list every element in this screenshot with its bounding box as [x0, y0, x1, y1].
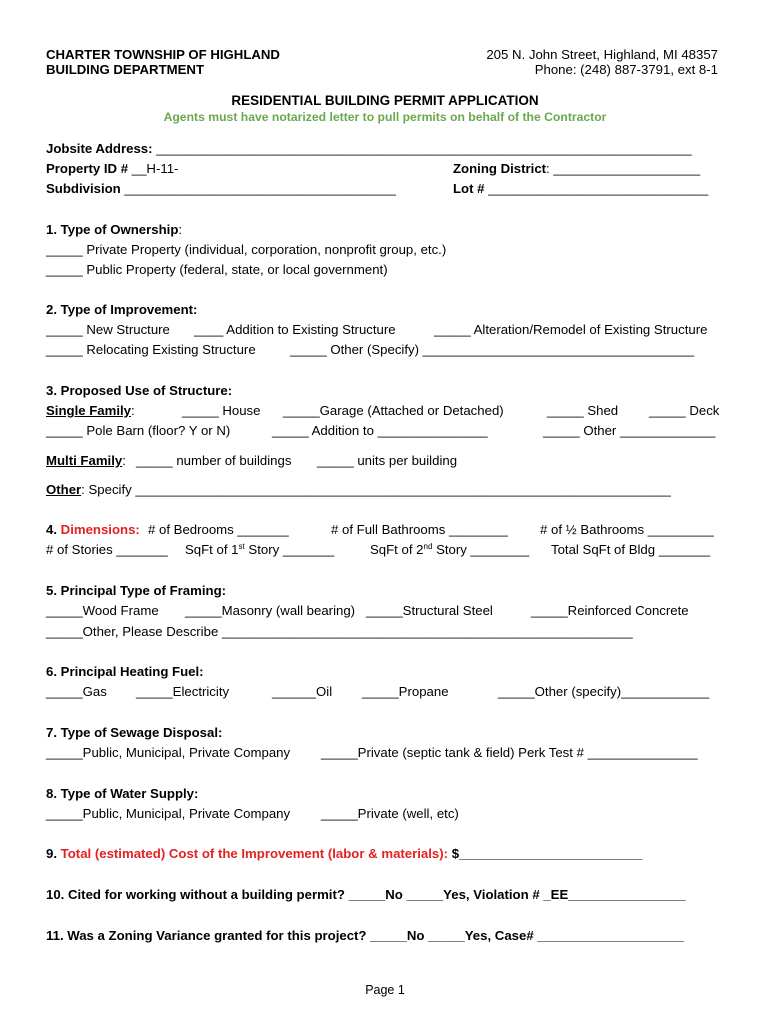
full-bathrooms-field[interactable]: # of Full Bathrooms ________: [331, 522, 508, 537]
zoning-district-label: Zoning District: [453, 161, 547, 176]
total-cost-label: Total (estimated) Cost of the Improvement (labor & materials):: [60, 846, 449, 861]
ownership-heading-text: 1. Type of Ownership: [46, 222, 179, 237]
improvement-other-option[interactable]: _____ Other (Specify) _____________________________________: [290, 342, 695, 357]
zoning-district-field[interactable]: : ____________________: [546, 161, 701, 176]
ownership-heading: [46, 222, 182, 237]
sqft-second-sup: nd: [423, 542, 433, 551]
fuel-electricity-option[interactable]: _____Electricity: [136, 684, 230, 699]
subdivision-label: Subdivision: [46, 181, 121, 196]
fuel-gas-option[interactable]: _____Gas: [46, 684, 107, 699]
org-name: CHARTER TOWNSHIP OF HIGHLAND: [46, 47, 280, 62]
sqft-first-story-field[interactable]: [185, 542, 334, 557]
framing-heading: 5. Principal Type of Framing:: [46, 583, 227, 598]
jobsite-address-field[interactable]: _________________________________________________________________________: [156, 141, 692, 156]
bedrooms-field[interactable]: # of Bedrooms _______: [148, 522, 289, 537]
single-family-label-row: [46, 403, 135, 418]
sqft-second-story-field[interactable]: [370, 542, 529, 557]
jobsite-address-label: Jobsite Address:: [46, 141, 153, 156]
property-id-field[interactable]: __H-11-: [131, 161, 179, 176]
improvement-alteration-option[interactable]: _____ Alteration/Remodel of Existing Structure: [434, 322, 708, 337]
sewage-private-option[interactable]: _____Private (septic tank & field) Perk Test # _______________: [321, 745, 698, 760]
property-id-row: [46, 161, 178, 176]
use-garage-option[interactable]: _____Garage (Attached or Detached): [283, 403, 504, 418]
use-addition-option[interactable]: _____ Addition to _______________: [272, 423, 488, 438]
single-family-colon: :: [131, 403, 135, 418]
water-private-option[interactable]: _____Private (well, etc): [321, 806, 459, 821]
subdivision-field[interactable]: _____________________________________: [124, 181, 396, 196]
improvement-heading: 2. Type of Improvement:: [46, 302, 198, 317]
framing-masonry-option[interactable]: _____Masonry (wall bearing): [185, 603, 356, 618]
sqft-first-sup: st: [238, 542, 245, 551]
sewage-public-option[interactable]: _____Public, Municipal, Private Company: [46, 745, 291, 760]
zoning-row: [453, 161, 700, 176]
framing-steel-option[interactable]: _____Structural Steel: [366, 603, 493, 618]
dimensions-number: 4.: [46, 522, 57, 537]
dimensions-label: Dimensions:: [60, 522, 140, 537]
agent-notice: Agents must have notarized letter to pull permits on behalf of the Contractor: [163, 110, 607, 124]
heating-fuel-heading: 6. Principal Heating Fuel:: [46, 664, 204, 679]
multi-buildings-field[interactable]: _____ number of buildings: [136, 453, 292, 468]
water-public-option[interactable]: _____Public, Municipal, Private Company: [46, 806, 291, 821]
multi-family-label: Multi Family: [46, 453, 123, 468]
jobsite-address-row: [46, 141, 692, 156]
total-cost-number: 9.: [46, 846, 57, 861]
ownership-heading-colon: :: [178, 222, 183, 237]
dimensions-heading: [46, 522, 140, 537]
org-phone: Phone: (248) 887-3791, ext 8-1: [534, 62, 718, 77]
ownership-private-option[interactable]: _____ Private Property (individual, corporation, nonprofit group, etc.): [46, 242, 447, 257]
framing-other-option[interactable]: _____Other, Please Describe ________________________________________________________: [46, 624, 633, 639]
zoning-variance-row[interactable]: 11. Was a Zoning Variance granted for this project? _____No _____Yes, Case# ____________________: [46, 928, 685, 943]
fuel-propane-option[interactable]: _____Propane: [362, 684, 449, 699]
other-use-label: Other: [46, 482, 82, 497]
multi-units-field[interactable]: _____ units per building: [317, 453, 458, 468]
use-other-option[interactable]: _____ Other _____________: [543, 423, 716, 438]
use-pole-barn-option[interactable]: _____ Pole Barn (floor? Y or N): [46, 423, 231, 438]
total-sqft-field[interactable]: Total SqFt of Bldg _______: [551, 542, 711, 557]
ownership-public-option[interactable]: _____ Public Property (federal, state, or local government): [46, 262, 388, 277]
page-title: RESIDENTIAL BUILDING PERMIT APPLICATION: [231, 93, 539, 108]
framing-concrete-option[interactable]: _____Reinforced Concrete: [531, 603, 689, 618]
page-number: Page 1: [365, 983, 405, 997]
sqft-second-suffix: Story ________: [432, 542, 530, 557]
single-family-label: Single Family: [46, 403, 132, 418]
use-house-option[interactable]: _____ House: [182, 403, 261, 418]
department-name: BUILDING DEPARTMENT: [46, 62, 204, 77]
other-use-field[interactable]: : Specify _________________________________________________________________________: [81, 482, 671, 497]
fuel-other-option[interactable]: _____Other (specify)____________: [498, 684, 710, 699]
stories-field[interactable]: # of Stories _______: [46, 542, 168, 557]
half-bathrooms-field[interactable]: # of ½ Bathrooms _________: [540, 522, 714, 537]
sqft-first-suffix: Story _______: [244, 542, 335, 557]
subdivision-row: [46, 181, 396, 196]
lot-label: Lot #: [453, 181, 485, 196]
org-address: 205 N. John Street, Highland, MI 48357: [486, 47, 718, 62]
framing-wood-option[interactable]: _____Wood Frame: [46, 603, 159, 618]
lot-field[interactable]: ______________________________: [488, 181, 709, 196]
improvement-relocating-option[interactable]: _____ Relocating Existing Structure: [46, 342, 256, 357]
improvement-addition-option[interactable]: ____ Addition to Existing Structure: [194, 322, 396, 337]
use-shed-option[interactable]: _____ Shed: [547, 403, 619, 418]
lot-row: [453, 181, 708, 196]
use-deck-option[interactable]: _____ Deck: [649, 403, 720, 418]
fuel-oil-option[interactable]: ______Oil: [272, 684, 333, 699]
sqft-first-prefix: SqFt of 1: [185, 542, 239, 557]
total-cost-field[interactable]: $_________________________: [451, 846, 643, 861]
improvement-new-option[interactable]: _____ New Structure: [46, 322, 170, 337]
property-id-label: Property ID #: [46, 161, 129, 176]
multi-family-label-row: [46, 453, 126, 468]
sqft-second-prefix: SqFt of 2: [370, 542, 424, 557]
other-use-row: [46, 482, 671, 497]
sewage-heading: 7. Type of Sewage Disposal:: [46, 725, 223, 740]
cited-question-row[interactable]: 10. Cited for working without a building permit? _____No _____Yes, Violation # _EE________________: [46, 887, 686, 902]
proposed-use-heading: 3. Proposed Use of Structure:: [46, 383, 233, 398]
water-supply-heading: 8. Type of Water Supply:: [46, 786, 199, 801]
total-cost-row: [46, 846, 642, 861]
multi-family-colon: :: [122, 453, 126, 468]
